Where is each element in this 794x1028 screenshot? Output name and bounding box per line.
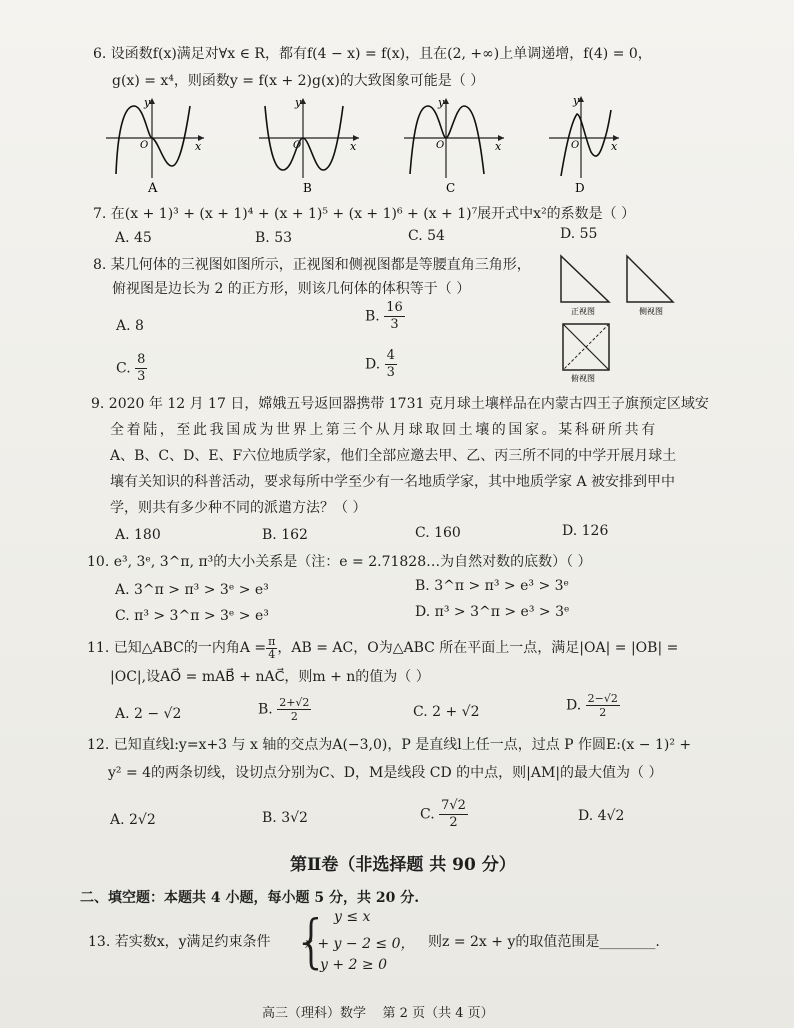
graph-a-x: x bbox=[195, 140, 202, 153]
q13-stem-pre: 13. 若实数x，y满足约束条件 bbox=[88, 934, 271, 950]
top-view-label: 俯视图 bbox=[571, 374, 595, 383]
q9-option-c: C. 160 bbox=[415, 525, 461, 541]
q9-option-d: D. 126 bbox=[562, 523, 609, 539]
page-footer: 高三（理科）数学 第 2 页（共 4 页） bbox=[262, 1006, 494, 1021]
q9-line1: 9. 2020 年 12 月 17 日，嫦娥五号返回器携带 1731 克月球土壤样品在内蒙古四王子旗预定区域安 bbox=[91, 396, 709, 412]
graph-b-label: B bbox=[303, 181, 312, 195]
q8-three-views bbox=[555, 250, 695, 390]
side-view-label: 侧视图 bbox=[639, 307, 663, 316]
svg-text:x: x bbox=[350, 140, 357, 153]
q8-option-c: C. $\frac{8}{3}$ bbox=[116, 352, 146, 384]
q10-stem: 10. e³, 3ᵉ, 3^π, π³的大小关系是（注：e = 2.71828…为自然对数的底数）（ ） bbox=[87, 554, 592, 570]
q8-stem-line1: 8. 某几何体的三视图如图所示，正视图和侧视图都是等腰直角三角形， bbox=[93, 257, 531, 273]
q12-stem-line2: y² = 4的两条切线，设切点分别为C、D，M是线段 CD 的中点，则|AM|的最大值为（ ） bbox=[108, 765, 663, 781]
q7-option-b: B. 53 bbox=[255, 230, 293, 246]
q11-option-c: C. 2 + √2 bbox=[413, 704, 480, 720]
q10-option-a: A. 3^π > π³ > 3ᵉ > e³ bbox=[115, 582, 269, 598]
q8-option-a: A. 8 bbox=[116, 318, 144, 334]
q6-stem-line2: g(x) = x⁴，则函数y = f(x + 2)g(x)的大致图象可能是（ ） bbox=[112, 73, 485, 89]
q10-option-c: C. π³ > 3^π > 3ᵉ > e³ bbox=[115, 608, 269, 624]
front-view-label: 正视图 bbox=[571, 307, 595, 316]
graph-a-y: y bbox=[144, 96, 151, 109]
svg-text:y: y bbox=[573, 94, 580, 107]
graph-c bbox=[404, 96, 504, 195]
graph-a bbox=[106, 96, 204, 196]
q11-stem-line1: 11. 已知△ABC的一内角A = $\frac{\pi}{4}$ ，AB = AC，O为△ABC 所在平面上一点，满足|OA| = |OB| = bbox=[87, 634, 679, 661]
q9-option-b: B. 162 bbox=[262, 527, 308, 543]
q12-option-c: C. $\frac{7√2}{2}$ bbox=[420, 798, 466, 830]
q6-stem-line1: 6. 设函数f(x)满足对∀x ∈ R，都有f(4 − x) = f(x)，且在(2, +∞)上单调递增，f(4) = 0， bbox=[93, 46, 652, 62]
q10-option-b: B. 3^π > π³ > e³ > 3ᵉ bbox=[415, 578, 569, 594]
q13-constraint-3: y + 2 ≥ 0 bbox=[320, 957, 387, 973]
graph-a-o: O bbox=[140, 140, 149, 151]
q11-stem-line2: |OC|,设AO⃗ = mAB⃗ + nAC⃗，则m + n的值为（ ） bbox=[110, 669, 430, 685]
svg-text:O: O bbox=[571, 140, 580, 151]
q13-constraint-1: y ≤ x bbox=[334, 909, 371, 925]
graph-d-label: D bbox=[575, 181, 585, 195]
q10-option-d: D. π³ > 3^π > e³ > 3ᵉ bbox=[415, 604, 570, 620]
q11-option-d: D. $\frac{2-√2}{2}$ bbox=[566, 692, 618, 719]
graph-c-label: C bbox=[446, 181, 456, 195]
q7-option-d: D. 55 bbox=[560, 226, 598, 242]
q12-option-a: A. 2√2 bbox=[110, 812, 156, 828]
svg-text:O: O bbox=[436, 140, 445, 151]
q6-graphs bbox=[100, 92, 620, 200]
q8-stem-line2: 俯视图是边长为 2 的正方形，则该几何体的体积等于（ ） bbox=[112, 281, 471, 297]
q13-stem-post: 则z = 2x + y的取值范围是________. bbox=[428, 934, 660, 950]
q9-option-a: A. 180 bbox=[115, 527, 161, 543]
q9-line3: A、B、C、D、E、F六位地质学家，他们全部应邀去甲、乙、丙三所不同的中学开展月球土 bbox=[110, 448, 677, 464]
q12-stem-line1: 12. 已知直线l:y=x+3 与 x 轴的交点为A(−3,0)，P 是直线l上任一点，过点 P 作圆E:(x − 1)² + bbox=[87, 737, 692, 753]
q13-constraint-2: x + y − 2 ≤ 0， bbox=[305, 936, 415, 952]
part2-title: 第Ⅱ卷（非选择题 共 90 分） bbox=[290, 855, 516, 875]
q7-option-a: A. 45 bbox=[115, 230, 152, 246]
section2-header: 二、填空题：本题共 4 小题，每小题 5 分，共 20 分. bbox=[80, 890, 420, 906]
graph-d bbox=[549, 94, 619, 195]
svg-text:y: y bbox=[295, 96, 302, 109]
graph-b bbox=[259, 96, 359, 195]
svg-text:x: x bbox=[611, 140, 618, 153]
q11-option-a: A. 2 − √2 bbox=[115, 706, 182, 722]
q7-option-c: C. 54 bbox=[408, 228, 445, 244]
svg-text:x: x bbox=[495, 140, 502, 153]
graph-a-label: A bbox=[148, 181, 158, 196]
q11-option-b: B. $\frac{2+√2}{2}$ bbox=[258, 696, 310, 723]
q12-option-b: B. 3√2 bbox=[262, 810, 308, 826]
side-view-triangle bbox=[627, 256, 673, 302]
q8-option-b: B. $\frac{16}{3}$ bbox=[365, 300, 403, 332]
q13-brace: { bbox=[293, 907, 330, 975]
q12-option-d: D. 4√2 bbox=[578, 808, 625, 824]
q8-option-d: D. $\frac{4}{3}$ bbox=[365, 348, 395, 380]
q9-line5: 学，则共有多少种不同的派遣方法？（ ） bbox=[110, 500, 367, 516]
svg-text:O: O bbox=[293, 140, 302, 151]
q9-line2: 全着陆，至此我国成为世界上第三个从月球取回土壤的国家。某科研所共有 bbox=[110, 422, 658, 438]
svg-text:y: y bbox=[438, 96, 445, 109]
q9-line4: 壤有关知识的科普活动，要求每所中学至少有一名地质学家，其中地质学家 A 被安排到甲中 bbox=[110, 474, 676, 490]
q7-stem: 7. 在(x + 1)³ + (x + 1)⁴ + (x + 1)⁵ + (x + 1)⁶ + (x + 1)⁷展开式中x²的系数是（ ） bbox=[93, 206, 636, 222]
front-view-triangle bbox=[561, 256, 609, 302]
